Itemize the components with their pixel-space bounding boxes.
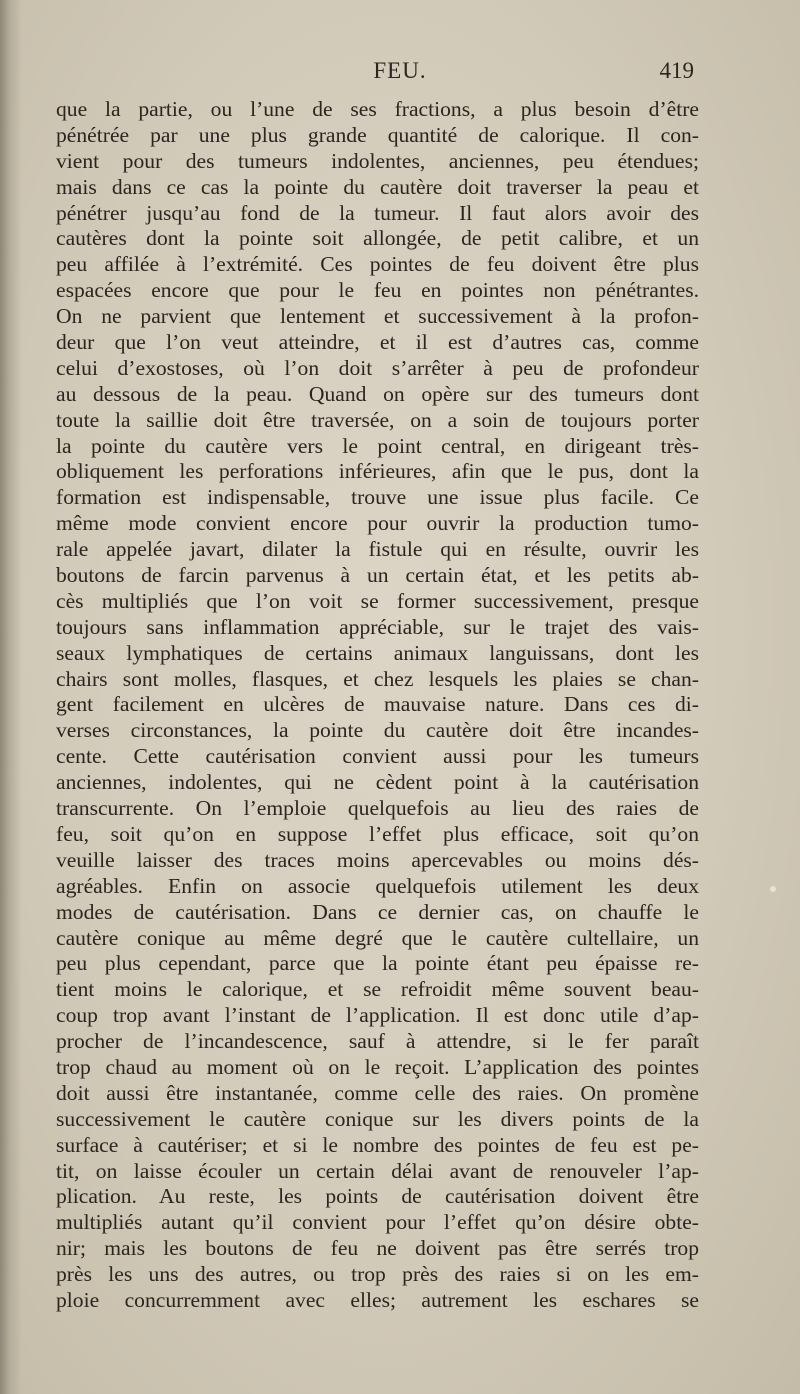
text-line: seaux lymphatiques de certains animaux languissans, dont les xyxy=(56,640,699,665)
text-line: surface à cautériser; et si le nombre des pointes de feu est pe- xyxy=(56,1132,699,1157)
text-line: deur que l’on veut atteindre, et il est d’autres cas, comme xyxy=(56,330,699,355)
text-line: pénétrer jusqu’au fond de la tumeur. Il faut alors avoir des xyxy=(56,200,699,225)
text-line: veuille laisser des traces moins apercevables ou moins dés- xyxy=(56,847,699,872)
text-line: procher de l’incandescence, sauf à attendre, si le fer paraît xyxy=(56,1029,699,1054)
text-line: même mode convient encore pour ouvrir la production tumo- xyxy=(56,511,699,536)
text-line: tit, on laisse écouler un certain délai avant de renouveler l’ap- xyxy=(56,1158,699,1183)
text-line: cente. Cette cautérisation convient aussi pour les tumeurs xyxy=(56,744,699,769)
paper-speck xyxy=(770,886,776,892)
text-line: verses circonstances, la pointe du cautère doit être incandes- xyxy=(56,718,699,743)
text-line: toujours sans inflammation appréciable, sur le trajet des vais- xyxy=(56,614,699,639)
text-line: que la partie, ou l’une de ses fractions, a plus besoin d’être xyxy=(56,97,699,121)
text-line: toute la saillie doit être traversée, on a soin de toujours porter xyxy=(56,407,699,432)
text-line: près les uns des autres, ou trop près des raies si on les em- xyxy=(56,1262,699,1287)
text-line: mais dans ce cas la pointe du cautère doit traverser la peau et xyxy=(56,174,699,199)
text-line: gent facilement en ulcères de mauvaise nature. Dans ces di- xyxy=(56,692,699,717)
running-title: FEU. xyxy=(373,58,427,83)
text-line: agréables. Enfin on associe quelquefois utilement les deux xyxy=(56,873,699,898)
text-line: feu, soit qu’on en suppose l’effet plus efficace, soit qu’on xyxy=(56,821,699,846)
text-line: vient pour des tumeurs indolentes, anciennes, peu étendues; xyxy=(56,148,699,173)
text-line: trop chaud au moment où on le reçoit. L’application des pointes xyxy=(56,1054,699,1079)
text-line: cautères dont la pointe soit allongée, de petit calibre, et un xyxy=(56,226,699,251)
page-number: 419 xyxy=(659,58,694,83)
text-line: obliquement les perforations inférieures, afin que le pus, dont la xyxy=(56,459,699,484)
text-line: transcurrente. On l’emploie quelquefois au lieu des raies de xyxy=(56,796,699,821)
text-line: la pointe du cautère vers le point central, en dirigeant très- xyxy=(56,433,699,458)
text-line: pénétrée par une plus grande quantité de calorique. Il con- xyxy=(56,122,699,147)
body-text xyxy=(56,97,699,1314)
text-line: On ne parvient que lentement et successivement à la profon- xyxy=(56,304,699,329)
text-line: cès multipliés que l’on voit se former successivement, presque xyxy=(56,588,699,613)
text-line: chairs sont molles, flasques, et chez lesquels les plaies se chan- xyxy=(56,666,699,691)
text-line: au dessous de la peau. Quand on opère sur des tumeurs dont xyxy=(56,381,699,406)
text-line: rale appelée javart, dilater la fistule qui en résulte, ouvrir les xyxy=(56,537,699,562)
text-line: anciennes, indolentes, qui ne cèdent point à la cautérisation xyxy=(56,770,699,795)
text-line: multipliés autant qu’il convient pour l’effet qu’on désire obte- xyxy=(56,1210,699,1235)
text-line: celui d’exostoses, où l’on doit s’arrêter à peu de profondeur xyxy=(56,355,699,380)
text-line: ploie concurremment avec elles; autrement les eschares se xyxy=(56,1287,699,1312)
text-line: plication. Au reste, les points de cautérisation doivent être xyxy=(56,1184,699,1209)
text-line: cautère conique au même degré que le cautère cultellaire, un xyxy=(56,925,699,950)
text-line: successivement le cautère conique sur les divers points de la xyxy=(56,1106,699,1131)
text-line: espacées encore que pour le feu en pointes non pénétrantes. xyxy=(56,278,699,303)
text-line: modes de cautérisation. Dans ce dernier cas, on chauffe le xyxy=(56,899,699,924)
spine-shadow xyxy=(0,0,22,1394)
text-line: peu plus cependant, parce que la pointe étant peu épaisse re- xyxy=(56,951,699,976)
text-line: peu affilée à l’extrémité. Ces pointes de feu doivent être plus xyxy=(56,252,699,277)
text-line: boutons de farcin parvenus à un certain état, et les petits ab- xyxy=(56,563,699,588)
text-line: coup trop avant l’instant de l’application. Il est donc utile d’ap- xyxy=(56,1003,699,1028)
text-line: doit aussi être instantanée, comme celle des raies. On promène xyxy=(56,1080,699,1105)
text-line: tient moins le calorique, et se refroidit même souvent beau- xyxy=(56,977,699,1002)
text-line: formation est indispensable, trouve une issue plus facile. Ce xyxy=(56,485,699,510)
text-line: nir; mais les boutons de feu ne doivent pas être serrés trop xyxy=(56,1236,699,1261)
